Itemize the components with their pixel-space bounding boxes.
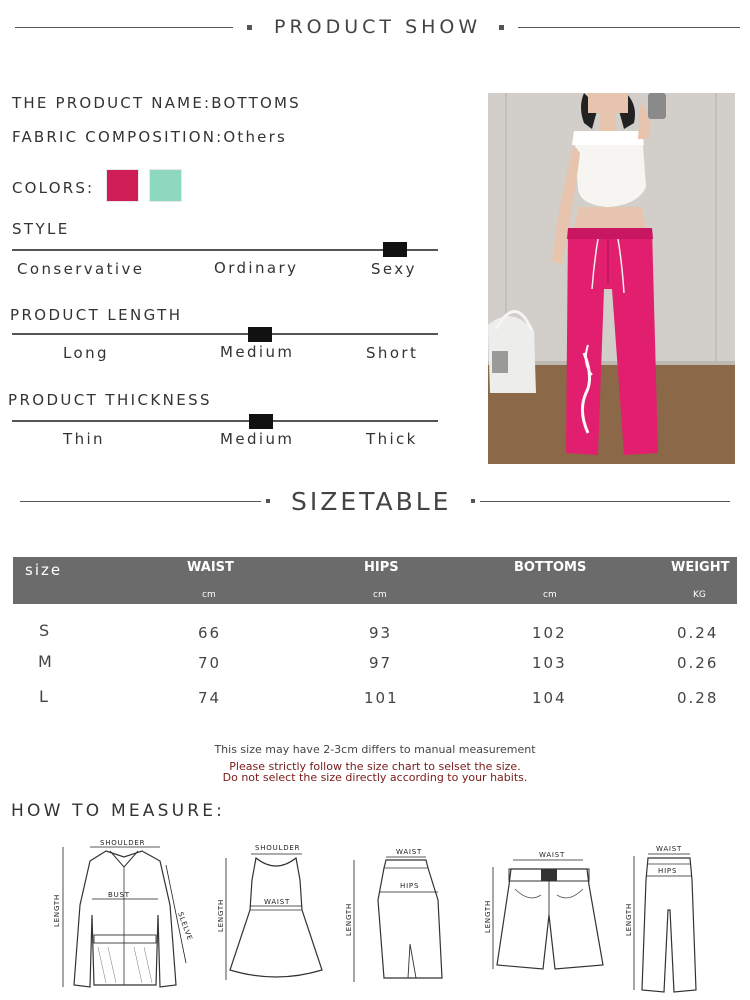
header-hips: HIPS <box>364 560 399 575</box>
pants-length-label: LENGTH <box>625 902 633 936</box>
color-swatch-mint[interactable] <box>149 169 182 202</box>
thickness-label-thick: Thick <box>366 430 418 448</box>
shirt-shoulder-label: SHOULDER <box>100 839 146 847</box>
row-m-waist: 70 <box>198 654 222 672</box>
length-scale-title: PRODUCT LENGTH <box>10 306 183 324</box>
skirt-length-label: LENGTH <box>345 902 353 936</box>
length-scale-track <box>12 333 438 335</box>
shirt-sleeve-label: SLELVE <box>176 910 194 942</box>
color-swatch-rose[interactable] <box>106 169 139 202</box>
header-rule-right <box>518 27 740 28</box>
product-photo <box>488 93 735 464</box>
skirt-hips-label: HIPS <box>400 882 420 890</box>
thickness-label-medium: Medium <box>220 430 295 448</box>
row-m-size: M <box>38 652 54 671</box>
row-l-bottoms: 104 <box>532 689 567 707</box>
sizetable-rule-right <box>480 501 730 502</box>
style-scale-title: STYLE <box>12 220 70 238</box>
fabric-composition-line <box>12 128 287 146</box>
length-label-long: Long <box>63 344 109 362</box>
row-m-hips: 97 <box>369 654 393 672</box>
row-l-size: L <box>39 687 50 706</box>
row-s-waist: 66 <box>198 624 222 642</box>
sizetable-title: SIZETABLE <box>291 486 452 516</box>
skirt-measure-diagram <box>340 840 450 990</box>
thickness-label-thin: Thin <box>63 430 105 448</box>
product-name-line: THE PRODUCT NAME:BOTTOMS <box>12 94 301 112</box>
how-to-measure-title: HOW TO MEASURE: <box>11 801 226 821</box>
length-scale-marker <box>248 327 272 342</box>
style-label-ordinary: Ordinary <box>214 259 299 277</box>
length-label-short: Short <box>366 344 419 362</box>
thickness-scale-marker <box>249 414 273 429</box>
size-note-follow-chart: Please strictly follow the size chart to selset the size. <box>229 760 521 773</box>
style-scale-track <box>12 249 438 251</box>
sizetable-dot-left <box>266 499 270 503</box>
product-show-header <box>0 16 750 38</box>
skirt-waist-label: WAIST <box>396 848 423 856</box>
dress-measure-diagram <box>212 840 337 990</box>
pants-waist-label: WAIST <box>656 845 683 853</box>
style-label-sexy: Sexy <box>371 260 417 278</box>
sizetable-header <box>0 485 750 517</box>
shirt-length-label: LENGTH <box>53 893 61 927</box>
shorts-waist-label: WAIST <box>539 851 566 859</box>
sizetable-rule-left <box>20 501 261 502</box>
unit-hips: cm <box>373 590 387 600</box>
pants-hips-label: HIPS <box>658 867 678 875</box>
size-note-habits: Do not select the size directly according to your habits. <box>222 771 528 784</box>
product-show-title: PRODUCT SHOW <box>274 16 482 38</box>
row-s-bottoms: 102 <box>532 624 567 642</box>
size-note-measurement: This size may have 2-3cm differs to manual measurement <box>214 743 536 756</box>
unit-waist: cm <box>202 590 216 600</box>
fabric-value: Others <box>223 128 287 146</box>
size-table-header-row <box>13 557 737 604</box>
row-s-hips: 93 <box>369 624 393 642</box>
shirt-measure-diagram <box>48 835 198 995</box>
header-dot-right <box>499 25 504 30</box>
header-size: size <box>25 561 63 579</box>
style-label-conservative: Conservative <box>17 260 145 278</box>
header-waist: WAIST <box>187 560 234 575</box>
shorts-length-label: LENGTH <box>484 899 492 933</box>
colors-label: COLORS: <box>12 179 95 197</box>
header-dot-left <box>247 25 252 30</box>
header-bottoms: BOTTOMS <box>514 560 587 575</box>
style-scale-marker <box>383 242 407 257</box>
dress-shoulder-label: SHOULDER <box>255 844 301 852</box>
shorts-measure-diagram <box>477 845 617 975</box>
fabric-label: FABRIC COMPOSITION: <box>12 128 224 146</box>
thickness-scale-track <box>12 420 438 422</box>
row-m-weight: 0.26 <box>677 654 719 672</box>
dress-waist-label: WAIST <box>264 898 291 906</box>
unit-bottoms: cm <box>543 590 557 600</box>
unit-weight: KG <box>693 590 706 600</box>
thickness-scale-title: PRODUCT THICKNESS <box>8 391 212 409</box>
row-l-hips: 101 <box>364 689 399 707</box>
row-l-waist: 74 <box>198 689 222 707</box>
length-label-medium: Medium <box>220 343 295 361</box>
row-s-size: S <box>39 621 52 640</box>
header-weight: WEIGHT <box>671 560 730 575</box>
row-l-weight: 0.28 <box>677 689 719 707</box>
pants-measure-diagram <box>620 840 705 995</box>
row-m-bottoms: 103 <box>532 654 567 672</box>
row-s-weight: 0.24 <box>677 624 719 642</box>
header-rule-left <box>15 27 233 28</box>
shirt-bust-label: BUST <box>108 891 130 899</box>
dress-length-label: LENGTH <box>217 898 225 932</box>
sizetable-dot-right <box>471 499 475 503</box>
